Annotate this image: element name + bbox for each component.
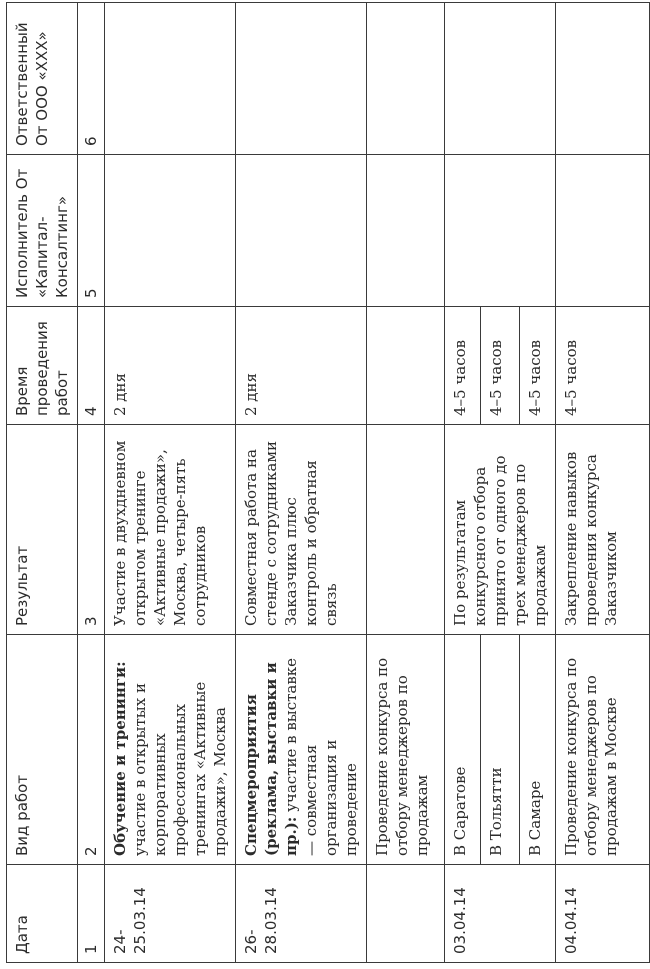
row-time: 4–5 часов bbox=[556, 307, 650, 425]
row-work-type: В Саратове bbox=[445, 635, 481, 865]
table-row bbox=[105, 3, 236, 963]
header-result: Результат bbox=[7, 425, 78, 635]
row-date bbox=[367, 865, 445, 963]
rotated-table-wrapper bbox=[6, 3, 620, 963]
col-num-5: 5 bbox=[78, 155, 105, 307]
row-work-type: Проведение конкурса по отбору менеджеров по продажам в Москве bbox=[556, 635, 650, 865]
row-date: 24-25.03.14 bbox=[105, 865, 236, 963]
row-date: 04.04.14 bbox=[556, 865, 650, 963]
header-executor: Исполнитель От «Капитал-Консалтинг» bbox=[7, 155, 78, 307]
row-work-type bbox=[105, 635, 236, 865]
row-result bbox=[367, 425, 445, 635]
row-time: 2 дня bbox=[105, 307, 236, 425]
row-work-type: В Самаре bbox=[519, 635, 555, 865]
row-executor bbox=[367, 155, 445, 307]
row-responsible bbox=[367, 3, 445, 155]
row-work-type: В Тольятти bbox=[481, 635, 519, 865]
row-responsible bbox=[236, 3, 367, 155]
header-date: Дата bbox=[7, 865, 78, 963]
col-num-2: 2 bbox=[78, 635, 105, 865]
row-executor bbox=[105, 155, 236, 307]
header-responsible: Ответственный От ООО «ХХХ» bbox=[7, 3, 78, 155]
col-num-1: 1 bbox=[78, 865, 105, 963]
row-time bbox=[367, 307, 445, 425]
row-result: По результатам конкурсного отбора принято от одного до трех менеджеров по продажам bbox=[445, 425, 556, 635]
header-row bbox=[7, 3, 78, 963]
row-time: 4–5 часов bbox=[481, 307, 519, 425]
row-executor bbox=[445, 155, 556, 307]
row-responsible bbox=[445, 3, 556, 155]
row-responsible bbox=[556, 3, 650, 155]
work-schedule-table bbox=[6, 2, 650, 963]
row-time: 4–5 часов bbox=[445, 307, 481, 425]
col-num-4: 4 bbox=[78, 307, 105, 425]
table-row bbox=[236, 3, 367, 963]
row-responsible bbox=[105, 3, 236, 155]
row-executor bbox=[556, 155, 650, 307]
work-type-bold: Обучение и тренинги: bbox=[111, 661, 129, 856]
header-type: Вид работ bbox=[7, 635, 78, 865]
row-result: Совместная работа на стенде с сотрудниками Заказчика плюс контроль и обратная связь bbox=[236, 425, 367, 635]
work-type-bold: Спецмероприятия (реклама, выставки и пр.): bbox=[242, 662, 300, 856]
table-row bbox=[556, 3, 650, 963]
row-result: Участие в двухдневном открытом тренинге «Активные продажи», Москва, четыре-пять сотрудников bbox=[105, 425, 236, 635]
row-date: 26-28.03.14 bbox=[236, 865, 367, 963]
row-date: 03.04.14 bbox=[445, 865, 556, 963]
row-time: 4–5 часов bbox=[519, 307, 555, 425]
work-type-text: участие в выставке — совместная организация и проведение bbox=[282, 657, 360, 856]
row-result: Закрепление навыков проведения конкурса Заказчиком bbox=[556, 425, 650, 635]
header-time: Время проведения работ bbox=[7, 307, 78, 425]
col-num-6: 6 bbox=[78, 3, 105, 155]
col-num-3: 3 bbox=[78, 425, 105, 635]
column-number-row bbox=[78, 3, 105, 963]
table-row bbox=[367, 3, 445, 963]
row-executor bbox=[236, 155, 367, 307]
row-work-type: Проведение конкурса по отбору менеджеров по продажам bbox=[367, 635, 445, 865]
row-time: 2 дня bbox=[236, 307, 367, 425]
row-work-type bbox=[236, 635, 367, 865]
work-type-text: участие в открытых и корпоративных профессиональных тренингах «Активные продажи», Москва bbox=[131, 681, 229, 856]
table-row bbox=[445, 3, 481, 963]
